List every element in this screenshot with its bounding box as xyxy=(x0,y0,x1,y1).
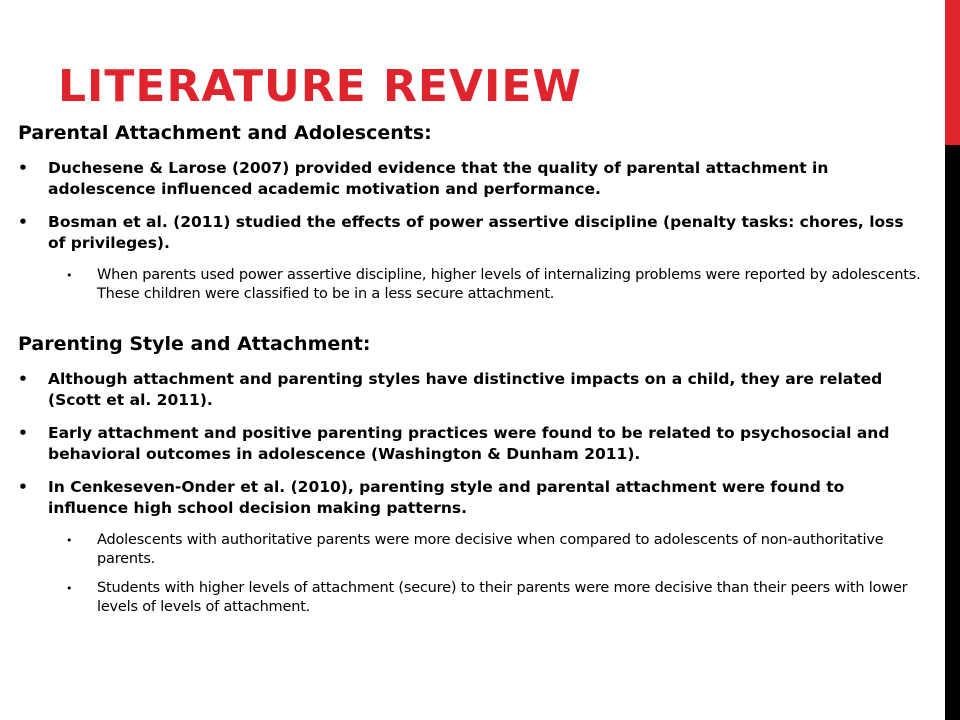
slide-title: LITERATURE REVIEW xyxy=(58,61,582,112)
sub-bullet-item xyxy=(18,579,923,617)
sub-bullet-item xyxy=(18,266,923,304)
bullet-text: Early attachment and positive parenting practices were found to be related to psychosocial and behavioral outcomes in adolescence (Washington & Dunham 2011). xyxy=(48,424,890,463)
bullet-text: Although attachment and parenting styles have distinctive impacts on a child, they are related (Scott et al. 2011). xyxy=(48,370,883,409)
sub-bullet-text: Students with higher levels of attachment (secure) to their parents were more decisive than their peers with lower levels of levels of attachment. xyxy=(97,580,908,615)
sub-bullet-text: Adolescents with authoritative parents were more decisive when compared to adolescents of non-authoritative parents. xyxy=(97,532,884,567)
bullet-list xyxy=(18,158,923,254)
sub-bullet-item xyxy=(18,531,923,569)
section-heading: Parental Attachment and Adolescents: xyxy=(18,122,432,144)
sub-bullet-text: When parents used power assertive discipline, higher levels of internalizing problems were reported by adolescents. These children were classified to be in a less secure attachment. xyxy=(97,267,921,302)
section-parental-attachment xyxy=(18,120,923,304)
section-parenting-style xyxy=(18,331,923,617)
bullet-item xyxy=(18,477,923,519)
section-heading: Parenting Style and Attachment: xyxy=(18,333,371,355)
side-accent-dark xyxy=(945,145,960,720)
bullet-item xyxy=(18,369,923,411)
bullet-list xyxy=(18,369,923,519)
sub-bullet-list xyxy=(18,266,923,304)
side-accent-red xyxy=(945,0,960,145)
bullet-item xyxy=(18,212,923,254)
bullet-text: Bosman et al. (2011) studied the effects of power assertive discipline (penalty tasks: chores, loss of privileges). xyxy=(48,213,904,252)
bullet-item xyxy=(18,158,923,200)
bullet-text: In Cenkeseven-Onder et al. (2010), parenting style and parental attachment were found to influence high school decision making patterns. xyxy=(48,478,845,517)
bullet-text: Duchesene & Larose (2007) provided evidence that the quality of parental attachment in adolescence influenced academic motivation and performance. xyxy=(48,159,829,198)
bullet-item xyxy=(18,423,923,465)
slide-content xyxy=(18,120,923,627)
side-decoration-bar xyxy=(945,0,960,720)
sub-bullet-list xyxy=(18,531,923,617)
